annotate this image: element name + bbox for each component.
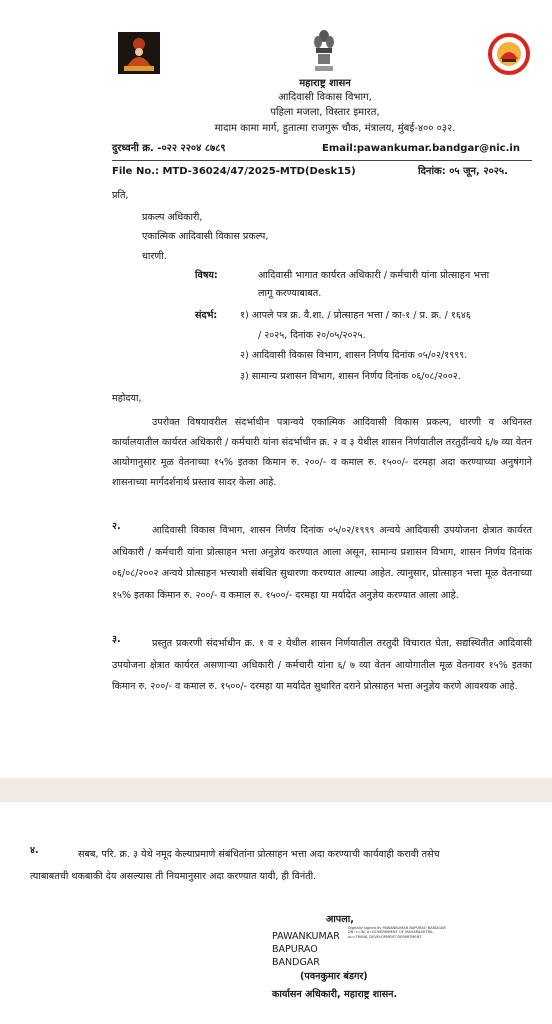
digital-signature-text: Digitally signed by PAWANKUMAR BAPURAO BANDGAR DN: c=IN, o=GOVERNMENT OF MAHARASHTRA, ou=TRIBAL DEVELOPMENT DEPARTMENT: [348, 926, 446, 939]
signature-name-line2: BAPURAO: [272, 944, 318, 955]
signature-designation: कार्यासन अधिकारी, महाराष्ट्र शासन.: [272, 989, 398, 1000]
subject-text-line2: लागू करण्याबाबत.: [258, 288, 322, 299]
subject-label: विषय:: [195, 270, 218, 281]
signature-closing: आपला,: [326, 914, 354, 925]
paragraph-4-number: ४.: [30, 845, 39, 856]
header-address: मादाम कामा मार्ग, हुतात्मा राजगुरू चौक, मंत्रालय, मुंबई-४०० ०३२.: [214, 123, 456, 134]
signature-name-block: [272, 930, 340, 969]
header-title: महाराष्ट्र शासन: [299, 78, 351, 89]
signature-name-line1: PAWANKUMAR: [272, 931, 340, 942]
file-number: File No.: MTD-36024/47/2025-MTD(Desk15): [112, 166, 356, 177]
header-dept: आदिवासी विकास विभाग,: [278, 92, 372, 103]
phone-number: दुरध्वनी क्र. -०२२ २२०४ ८७८९: [112, 143, 226, 154]
reference-1-line1: १) आपले पत्र क्र. वै.शा. / प्रोत्साहन भत्ता / का-१ / प्र. क्र. / १६४६: [240, 310, 471, 321]
reference-label: संदर्भ:: [195, 310, 218, 321]
paragraph-3-number: ३.: [112, 634, 121, 645]
shivaji-emblem-image: [118, 32, 160, 74]
page-break-band: [0, 778, 552, 802]
paragraph-2: आदिवासी विकास विभाग, शासन निर्णय दिनांक ०५/०२/१९९९ अन्वये आदिवासी उपयोजना क्षेत्रात कार्यरत अधिकारी / कर्मचारी यांना प्रोत्साहन भत्ता अनुज्ञेय करण्यात आला असून, सामान्य प्रशासन विभाग, शासन निर्णय दिनांक ०६/०८/२००२ अन्वये प्रोत्साहन भत्त्याशी संबंधित सुधारणा करण्यात आल्या आहेत. त्यानुसार, प्रोत्साहन भत्ता मूळ वेतनाच्या १५% इतका किमान रु. २००/- व कमाल रु. १५००/- दरमहा या मर्यादेत अनुज्ञेय करण्यात आला आहे.: [112, 525, 532, 601]
letter-date: दिनांक: ०५ जून, २०२५.: [418, 166, 508, 177]
subject-text-line1: आदिवासी भागात कार्यरत अधिकारी / कर्मचारी यांना प्रोत्साहन भत्ता: [258, 270, 490, 281]
signature-name-marathi: (पवनकुमार बंडगर): [300, 971, 368, 982]
paragraph-4: सबब, परि. क्र. ३ येथे नमूद केल्याप्रमाणे संबंधितांना प्रोत्साहन भत्ता अदा करण्याची कार्यवाही करावी तसेच त्याबाबतची थकबाकी देय असल्यास ती नियमानुसार अदा करण्यात यावी, ही विनंती.: [30, 849, 440, 882]
header-floor: पहिला मजला, विस्तार इमारत,: [270, 107, 380, 118]
paragraph-1: उपरोक्त विषयावरील संदर्भाधीन पत्रान्वये एकात्मिक आदिवासी विकास प्रकल्प, धारणी व अधिनस्त कार्यालयातील कार्यरत अधिकारी / कर्मचारी यांना संदर्भाधीन क्र. २ व ३ येथील शासन निर्णयातील तरतुदींन्वये ६/७ व्या वेतन आयोगानुसार मूळ वेतनाच्या १५% इतका किमान रु. २००/- व कमाल रु. १५००/- दरमहा अदा करण्याच्या अनुषंगाने शासनाच्या मार्गदर्शनार्थ प्रस्ताव सादर केला आहे.: [112, 417, 532, 488]
paragraph-3: प्रस्तुत प्रकरणी संदर्भाधीन क्र. १ व २ येथील शासन निर्णयातील तरतुदी विचारात घेता, सद्यस्थितीत आदिवासी उपयोजना क्षेत्रात कार्यरत असणाऱ्या अधिकारी / कर्मचारी यांना ६/ ७ व्या वेतन आयोगातील मूळ वेतनावर १५% इतका किमान रु. २००/- व कमाल रु. १५००/- दरमहा या मर्यादेत सुधारित दराने प्रोत्साहन भत्ता अनुज्ञेय करणे आवश्यक आहे.: [112, 638, 532, 692]
reference-3: ३) सामान्य प्रशासन विभाग, शासन निर्णय दिनांक ०६/०८/२००२.: [240, 371, 461, 382]
header-divider: [112, 160, 532, 161]
signature-name-line3: BANDGAR: [272, 957, 320, 968]
reference-2: २) आदिवासी विकास विभाग, शासन निर्णय दिनांक ०५/०२/१९९९.: [240, 350, 468, 361]
recipient-line3: धारणी.: [142, 251, 167, 262]
national-emblem-icon: [313, 28, 335, 74]
recipient-line2: एकात्मिक आदिवासी विकास प्रकल्प,: [142, 231, 269, 242]
reference-1-line2: / २०२५, दिनांक २०/०५/२०२५.: [258, 330, 366, 341]
salutation: महोदया,: [112, 393, 142, 404]
tribal-dept-seal-icon: [488, 33, 530, 75]
email-address[interactable]: Email:pawankumar.bandgar@nic.in: [322, 143, 520, 154]
paragraph-2-number: २.: [112, 521, 121, 532]
recipient-prati: प्रति,: [112, 190, 129, 201]
recipient-line1: प्रकल्प अधिकारी,: [142, 212, 203, 223]
